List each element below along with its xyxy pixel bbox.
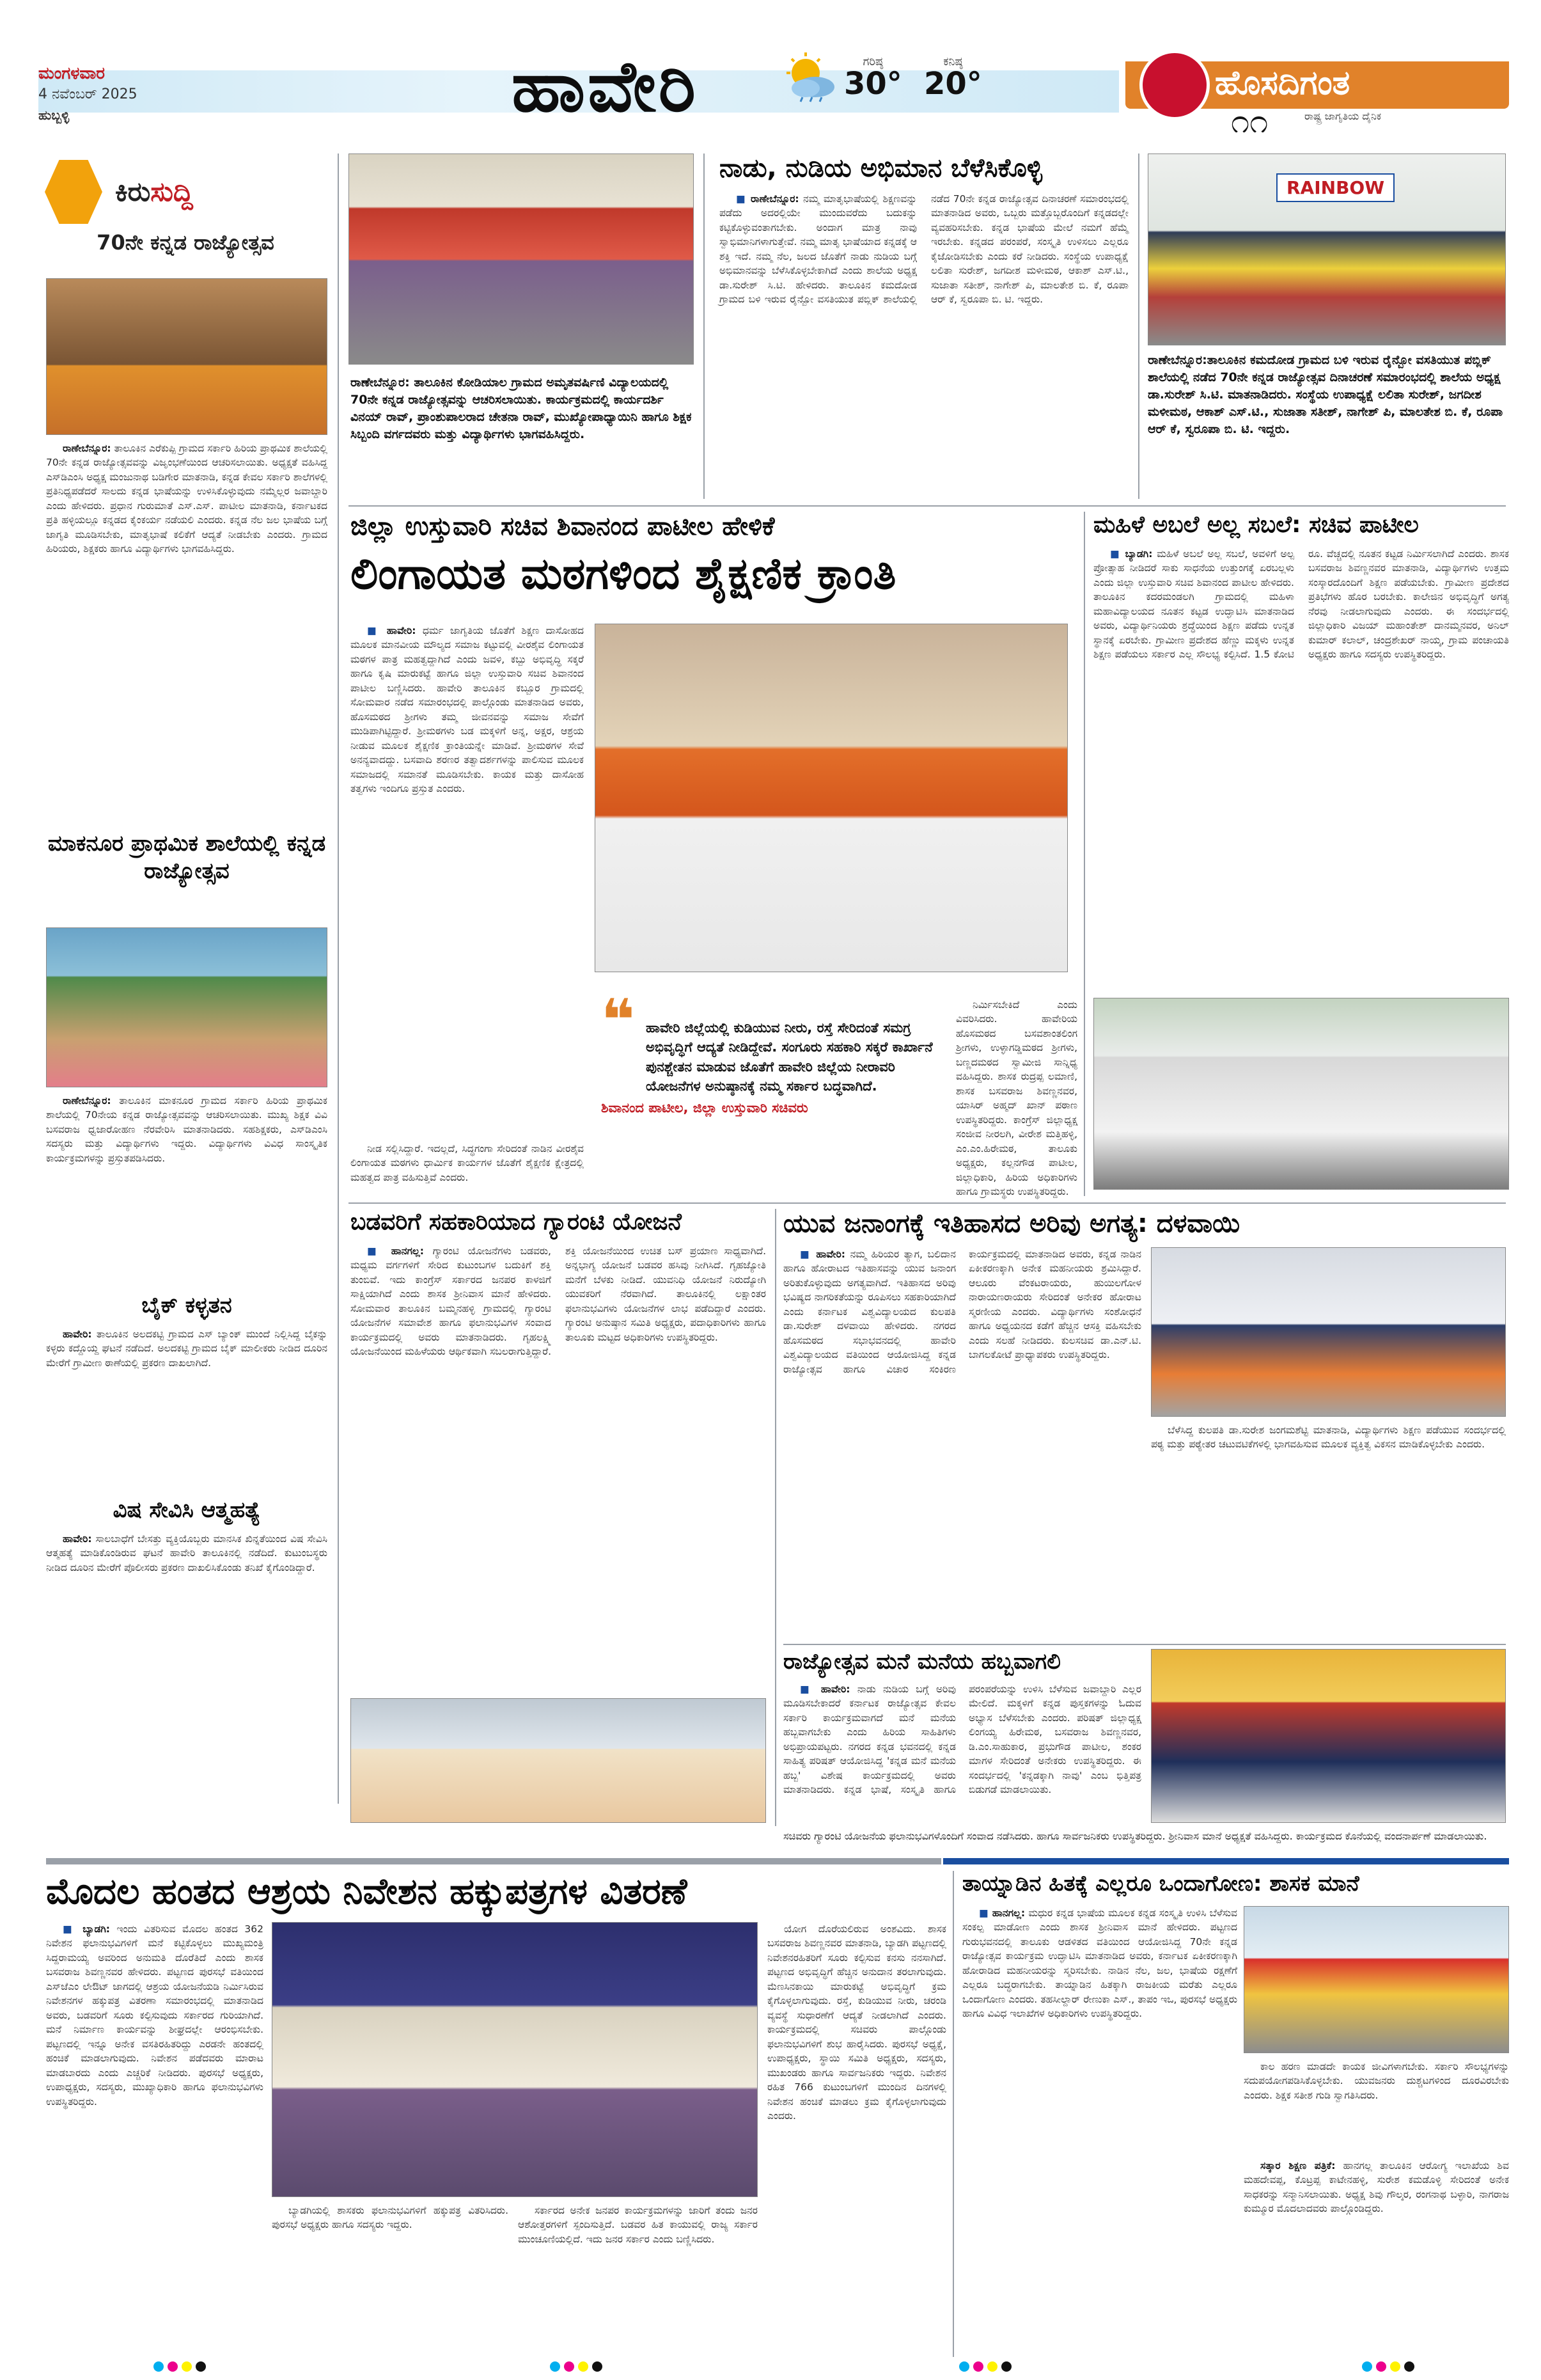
photo-kodiyala-school — [348, 154, 694, 365]
section-rule — [783, 1644, 1506, 1645]
brief-body-1: ರಾಣೇಬೆನ್ನೂರ: ತಾಲೂಕಿನ ಎರೆಕುಪ್ಪಿ ಗ್ರಾಮದ ಸರ್ಕಾರಿ ಹಿರಿಯ ಪ್ರಾಥಮಿಕ ಶಾಲೆಯಲ್ಲಿ 70ನೇ ಕನ್ನಡ ರಾಜ್ಯೋತ್ಸವವನ್ನು ವಿಜೃಂಭಣೆಯಿಂದ ಆಚರಿಸಲಾಯಿತು. ಅಧ್ಯಕ್ಷತೆ ವಹಿಸಿದ್ದ ಎಸ್‌ಡಿಎಂಸಿ ಅಧ್ಯಕ್ಷ ಮಂಜುನಾಥ ಬಡಿಗೇರ ಮಾತನಾಡಿ, ಕನ್ನಡ ಕೇವಲ ಸರ್ಕಾರಿ ಶಾಲೆಗಳಲ್ಲಿ ಪ್ರತಿನಿಧ್ಯಪಡೆದರೆ ಸಾಲದು ಕನ್ನಡ ಭಾಷೆಯನ್ನು ಉಳಿಸಿಕೊಳ್ಳುವುದು ನಮ್ಮೆಲ್ಲರ ಜವಾಬ್ದಾರಿ ಎಂದು ಹೇಳಿದರು. ಪ್ರಧಾನ ಗುರುಮಾತೆ ಎಸ್.ಎಸ್. ಪಾಟೀಲ ಮಾತನಾಡಿ, ಕರ್ನಾಟಕದ ಪ್ರತಿ ಹಳ್ಳಿಯಲ್ಲೂ ಕನ್ನಡದ ಕೈಂಕರ್ಯ ನಡೆಯಲಿ ಎಂದರು. ಕನ್ನಡ ನೆಲ ಜಲ ಭಾಷೆಯ ಬಗ್ಗೆ ಜಾಗೃತಿ ಮೂಡಿಸಬೇಕು, ಮಾತೃಭಾಷೆ ಕಲಿಕೆಗೆ ಆದ್ಯತೆ ನೀಡಬೇಕು ಎಂದರು. ಗ್ರಾಮದ ಹಿರಿಯರು, ಶಿಕ್ಷಕರು ಹಾಗೂ ವಿದ್ಯಾರ್ಥಿಗಳು ಭಾಗವಹಿಸಿದ್ದರು. — [46, 443, 327, 555]
story-body-ashraya: ■ ಬ್ಯಾಡಗಿ: ಇಂದು ವಿತರಿಸುವ ಮೊದಲ ಹಂತದ 362 ನಿವೇಶನ ಫಲಾನುಭವಿಗಳಿಗೆ ಮನೆ ಕಟ್ಟಿಕೊಳ್ಳಲು ಮುಖ್ಯಮಂತ್ರಿ ಸಿದ್ದರಾಮಯ್ಯ ಅವರಿಂದ ಅನುಮತಿ ದೊರೆತಿದೆ ಎಂದು ಶಾಸಕ ಬಸವರಾಜ ಶಿವಣ್ಣನವರ ಹೇಳಿದರು. ಪಟ್ಟಣದ ಪುರಸಭೆ ವತಿಯಿಂದ ಎಸ್‌ಜೆಎಂ ಲೇಔಟ್ ಜಾಗದಲ್ಲಿ ಆಶ್ರಯ ಯೋಜನೆಯಡಿ ನಿರ್ಮಿಸಿರುವ ನಿವೇಶನಗಳ ಹಕ್ಕುಪತ್ರ ವಿತರಣಾ ಸಮಾರಂಭದಲ್ಲಿ ಮಾತನಾಡಿದ ಅವರು, ಬಡವರಿಗೆ ಸೂರು ಕಲ್ಪಿಸುವುದು ಸರ್ಕಾರದ ಗುರಿಯಾಗಿದೆ. ಮನೆ ನಿರ್ಮಾಣ ಕಾರ್ಯವನ್ನು ಶೀಘ್ರದಲ್ಲೇ ಆರಂಭಿಸಬೇಕು. ಪಟ್ಟಣದಲ್ಲಿ ಇನ್ನೂ ಅನೇಕ ವಸತಿರಹಿತರಿದ್ದು ಎರಡನೇ ಹಂತದಲ್ಲಿ ಹಂಚಿಕೆ ಮಾಡಲಾಗುವುದು. ನಿವೇಶನ ಪಡೆದವರು ಮಾರಾಟ ಮಾಡಬಾರದು ಎಂದು ಎಚ್ಚರಿಕೆ ನೀಡಿದರು. ಪುರಸಭೆ ಅಧ್ಯಕ್ಷರು, ಉಪಾಧ್ಯಕ್ಷರು, ಸದಸ್ಯರು, ಮುಖ್ಯಾಧಿಕಾರಿ ಹಾಗೂ ಫಲಾನುಭವಿಗಳು ಉಪಸ್ಥಿತರಿದ್ದರು. — [46, 1922, 263, 2357]
story-body-ashraya-3: ಯೋಗ ದೊರೆಯಲಿರುವ ಅಂಶವಿದು. ಶಾಸಕ ಬಸವರಾಜ ಶಿವಣ್ಣನವರ ಮಾತನಾಡಿ, ಬ್ಯಾಡಗಿ ಪಟ್ಟಣದಲ್ಲಿ ನಿವೇಶನರಹಿತರಿಗೆ ಸೂರು ಕಲ್ಪಿಸುವ ಕನಸು ನನಸಾಗಿದೆ. ಪಟ್ಟಣದ ಅಭಿವೃದ್ಧಿಗೆ ಹೆಚ್ಚಿನ ಅನುದಾನ ತರಲಾಗುವುದು. ಮೆಣಸಿನಕಾಯಿ ಮಾರುಕಟ್ಟೆ ಅಭಿವೃದ್ಧಿಗೆ ಕ್ರಮ ಕೈಗೊಳ್ಳಲಾಗುವುದು. ರಸ್ತೆ, ಕುಡಿಯುವ ನೀರು, ಚರಂಡಿ ವ್ಯವಸ್ಥೆ ಸುಧಾರಣೆಗೆ ಆದ್ಯತೆ ನೀಡಲಾಗಿದೆ ಎಂದರು. ಕಾರ್ಯಕ್ರಮದಲ್ಲಿ ಸಚಿವರು ಪಾಲ್ಗೊಂಡು ಫಲಾನುಭವಿಗಳಿಗೆ ಶುಭ ಹಾರೈಸಿದರು. ಪುರಸಭೆ ಅಧ್ಯಕ್ಷೆ, ಉಪಾಧ್ಯಕ್ಷರು, ಸ್ಥಾಯಿ ಸಮಿತಿ ಅಧ್ಯಕ್ಷರು, ಸದಸ್ಯರು, ಮುಖಂಡರು ಹಾಗೂ ಸಾರ್ವಜನಿಕರು ಇದ್ದರು. ನಿವೇಶನ ರಹಿತ 766 ಕುಟುಂಬಗಳಿಗೆ ಮುಂದಿನ ದಿನಗಳಲ್ಲಿ ನಿವೇಶನ ಹಂಚಿಕೆ ಮಾಡಲು ಕ್ರಮ ಕೈಗೊಳ್ಳಲಾಗುವುದು ಎಂದರು. — [767, 1923, 946, 2122]
story-title-ashraya: ಮೊದಲ ಹಂತದ ಆಶ್ರಯ ನಿವೇಶನ ಹಕ್ಕುಪತ್ರಗಳ ವಿತರಣೆ — [46, 1871, 687, 1912]
photo-festival — [1151, 1649, 1506, 1823]
column-rule — [703, 154, 705, 499]
brief-body-2: ರಾಣೇಬೆನ್ನೂರ: ತಾಲೂಕಿನ ಮಾಕನೂರ ಗ್ರಾಮದ ಸರ್ಕಾರಿ ಹಿರಿಯ ಪ್ರಾಥಮಿಕ ಶಾಲೆಯಲ್ಲಿ 70ನೇಯ ಕನ್ನಡ ರಾಜ್ಯೋತ್ಸವವನ್ನು ಆಚರಿಸಲಾಯಿತು. ಮುಖ್ಯ ಶಿಕ್ಷಕ ವಿವಿ ಬಸವರಾಜ ಧ್ವಜಾರೋಹಣ ನೆರವೇರಿಸಿ ಮಾತನಾಡಿದರು. ಸಹಶಿಕ್ಷಕರು, ಎಸ್‌ಡಿಎಂಸಿ ಸದಸ್ಯರು ಮತ್ತು ವಿದ್ಯಾರ್ಥಿಗಳು ಇದ್ದರು. ವಿದ್ಯಾರ್ಥಿಗಳು ವಿವಿಧ ಸಾಂಸ್ಕೃತಿಕ ಕಾರ್ಯಕ್ರಮಗಳನ್ನು ಪ್ರಸ್ತುತಪಡಿಸಿದರು. — [46, 1095, 327, 1164]
lead-body-left: ■ ಹಾವೇರಿ: ಧರ್ಮ ಜಾಗೃತಿಯ ಜೊತೆಗೆ ಶಿಕ್ಷಣ ದಾಸೋಹದ ಮೂಲಕ ಮಾನವೀಯ ಮೌಲ್ಯದ ಸಮಾಜ ಕಟ್ಟುವಲ್ಲಿ ವೀರಶೈವ ಲಿಂಗಾಯತ ಮಠಗಳ ಪಾತ್ರ ಮಹತ್ವದ್ದಾಗಿದೆ ಎಂದು ಜವಳಿ, ಕಬ್ಬು ಅಭಿವೃದ್ಧಿ ಸಕ್ಕರೆ ಹಾಗೂ ಕೃಷಿ ಮಾರುಕಟ್ಟೆ ಹಾಗೂ ಜಿಲ್ಲಾ ಉಸ್ತುವಾರಿ ಸಚಿವ ಶಿವಾನಂದ ಪಾಟೀಲ ಬಣ್ಣಿಸಿದರು. ಹಾವೇರಿ ತಾಲೂಕಿನ ಕಬ್ಬೂರ ಗ್ರಾಮದಲ್ಲಿ ಸೋಮವಾರ ನಡೆದ ಸಮಾರಂಭದಲ್ಲಿ ಪಾಲ್ಗೊಂಡು ಮಾತನಾಡಿದ ಅವರು, ಹೊಸಮಠದ ಶ್ರೀಗಳು ತಮ್ಮ ಜೀವನವನ್ನು ಸಮಾಜ ಸೇವೆಗೆ ಮುಡಿಪಾಗಿಟ್ಟಿದ್ದಾರೆ. ಶ್ರೀಮಠಗಳು ಬಡ ಮಕ್ಕಳಿಗೆ ಅನ್ನ, ಅಕ್ಷರ, ಆಶ್ರಯ ನೀಡುವ ಮೂಲಕ ಶೈಕ್ಷಣಿಕ ಕ್ರಾಂತಿಯನ್ನೇ ಮಾಡಿವೆ. ಶ್ರೀಮಠಗಳ ಸೇವೆ ಅನನ್ಯವಾದದ್ದು. ಬಸವಾದಿ ಶರಣರ ತತ್ವಾದರ್ಶಗಳನ್ನು ಪಾಲಿಸುವ ಮೂಲಕ ಸಮಾಜದಲ್ಲಿ ಸಮಾನತೆ ಮೂಡಿಸಬೇಕು. ಕಾಯಕ ಮತ್ತು ದಾಸೋಹ ತತ್ವಗಳು ಇಂದಿಗೂ ಪ್ರಸ್ತುತ ಎಂದರು. — [350, 624, 584, 1135]
story-body-tayinadu-3: ಸತ್ಕಾರ ಶಿಕ್ಷಣ ಪತ್ರಿಕೆ: ಹಾನಗಲ್ಲ ತಾಲೂಕಿನ ಆರೋಗ್ಯ ಇಲಾಖೆಯ ಶಿವ ಮಹದೇವಪ್ಪ, ಕೊಟ್ರಪ್ಪ ಕಾಟೇನಹಳ್ಳಿ, ಸುರೇಶ ಕಮಡೊಳ್ಳಿ ಸೇರಿದಂತೆ ಅನೇಕ ಸಾಧಕರನ್ನು ಸನ್ಮಾನಿಸಲಾಯಿತು. ಅಧ್ಯಕ್ಷ ಶಿವು ಗೌಲ್ಕರ, ರಂಗನಾಥ ಬಳ್ಳಾರಿ, ನಾಗರಾಜ ಕುಮ್ಮೂರ ಮೊದಲಾದವರು ಪಾಲ್ಗೊಂಡಿದ್ದರು. — [1244, 2160, 1509, 2215]
registration-marks — [550, 2361, 602, 2372]
brief-body-4: ಹಾವೇರಿ: ಸಾಲಬಾಧೆಗೆ ಬೇಸತ್ತು ವ್ಯಕ್ತಿಯೊಬ್ಬರು ಮಾನಸಿಕ ಖಿನ್ನತೆಯಿಂದ ವಿಷ ಸೇವಿಸಿ ಆತ್ಮಹತ್ಯೆ ಮಾಡಿಕೊಂಡಿರುವ ಘಟನೆ ಹಾವೇರಿ ತಾಲೂಕಿನಲ್ಲಿ ನಡೆದಿದೆ. ಕುಟುಂಬಸ್ಥರು ನೀಡಿದ ದೂರಿನ ಮೇರೆಗೆ ಪೊಲೀಸರು ಪ್ರಕರಣ ದಾಖಲಿಸಿಕೊಂಡು ತನಿಖೆ ಕೈಗೊಂಡಿದ್ದಾರೆ. — [46, 1533, 327, 1573]
column-rule — [338, 154, 339, 1804]
hand-badge-icon — [45, 160, 102, 224]
registration-marks — [959, 2361, 1012, 2372]
rainbow-sign: RAINBOW — [1276, 173, 1395, 202]
edition-place: ಹುಬ್ಬಳ್ಳಿ — [38, 107, 70, 123]
story-body-history-2: ಬೆಳೆಸಿದ್ದ ಕುಲಪತಿ ಡಾ.ಸುರೇಶ ಜಂಗಮಶೆಟ್ಟಿ ಮಾತನಾಡಿ, ವಿದ್ಯಾರ್ಥಿಗಳು ಶಿಕ್ಷಣ ಪಡೆಯುವ ಸಂದರ್ಭದಲ್ಲಿ ಪಠ್ಯ ಮತ್ತು ಪಠ್ಯೇತರ ಚಟುವಟಿಕೆಗಳಲ್ಲಿ ಭಾಗವಹಿಸುವ ಮೂಲಕ ವ್ಯಕ್ತಿತ್ವ ವಿಕಸನ ಮಾಡಿಕೊಳ್ಳಬೇಕು ಎಂದರು. — [1151, 1424, 1506, 1451]
lead-quote — [601, 987, 946, 1183]
column-rule — [775, 1209, 776, 1826]
caption-bottom-strip: ಸಚಿವರು ಗ್ಯಾರಂಟಿ ಯೋಜನೆಯ ಫಲಾನುಭವಿಗಳೊಂದಿಗೆ ಸಂವಾದ ನಡೆಸಿದರು. ಹಾಗೂ ಸಾರ್ವಜನಿಕರು ಉಪಸ್ಥಿತರಿದ್ದರು. ಶ್ರೀನಿವಾಸ ಮಾನೆ ಅಧ್ಯಕ್ಷತೆ ವಹಿಸಿದ್ದರು. ಕಾರ್ಯಕ್ರಮದ ಕೊನೆಯಲ್ಲಿ ವಂದನಾರ್ಪಣೆ ಮಾಡಲಾಯಿತು. — [783, 1830, 1487, 1842]
photo-ashraya-distribution — [272, 1922, 758, 2197]
photo-tayinadu — [1244, 1906, 1509, 2053]
caption-rainbow: ರಾಣೇಬೆನ್ನೂರ:ತಾಲೂಕಿನ ಕಮದೋಡ ಗ್ರಾಮದ ಬಳಿ ಇರುವ ರೈನ್ಬೋ ವಸತಿಯುತ ಪಬ್ಲಿಕ್ ಶಾಲೆಯಲ್ಲಿ ನಡೆದ 70ನೇ ಕನ್ನಡ ರಾಜ್ಯೋತ್ಸವ ದಿನಾಚರಣೆ ಸಮಾರಂಭದಲ್ಲಿ ಶಾಲೆಯ ಅಧ್ಯಕ್ಷ ಡಾ.ಸುರೇಶ್ ಸಿ.ಟಿ. ಮಾತನಾಡಿದರು. ಸಂಸ್ಥೆಯ ಉಪಾಧ್ಯಕ್ಷೆ ಲಲಿತಾ ಸುರೇಶ್, ಜಗದೀಶ ಮಳೀಮಠ, ಆಕಾಶ್ ಎಸ್.ಟಿ., ಸುಜಾತಾ ಸತೀಶ್, ನಾಗೇಶ್ ಪಿ, ಮಾಲತೇಶ ಬಿ. ಕೆ, ರೂಪಾ ಆರ್ ಕೆ, ಸ್ವರೂಪಾ ಬಿ. ಟಿ. ಇದ್ದರು. — [1148, 353, 1503, 436]
story-body-mahile: ■ ಬ್ಯಾಡಗಿ: ಮಹಿಳೆ ಅಬಲೆ ಅಲ್ಲ ಸಬಲೆ, ಅವಳಿಗೆ ಅಲ್ಪ ಪ್ರೋತ್ಸಾಹ ನೀಡಿದರೆ ಸಾಕು ಸಾಧನೆಯ ಉತ್ತುಂಗಕ್ಕೆ ಏರಬಲ್ಲಳು ಎಂದು ಜಿಲ್ಲಾ ಉಸ್ತುವಾರಿ ಸಚಿವ ಶಿವಾನಂದ ಪಾಟೀಲ ಹೇಳಿದರು. ತಾಲೂಕಿನ ಕದರಮಂಡಲಗಿ ಗ್ರಾಮದಲ್ಲಿ ಮಹಿಳಾ ಮಹಾವಿದ್ಯಾಲಯದ ನೂತನ ಕಟ್ಟಡ ಉದ್ಘಾಟಿಸಿ ಮಾತನಾಡಿದ ಅವರು, ವಿದ್ಯಾರ್ಥಿನಿಯರು ಶ್ರದ್ಧೆಯಿಂದ ಶಿಕ್ಷಣ ಪಡೆದು ಉನ್ನತ ಸ್ಥಾನಕ್ಕೆ ಏರಬೇಕು. ಗ್ರಾಮೀಣ ಪ್ರದೇಶದ ಹೆಣ್ಣು ಮಕ್ಕಳು ಉನ್ನತ ಶಿಕ್ಷಣ ಪಡೆಯಲು ಸರ್ಕಾರ ಎಲ್ಲ ಸೌಲಭ್ಯ ಕಲ್ಪಿಸಿದೆ. 1.5 ಕೋಟಿ ರೂ. ವೆಚ್ಚದಲ್ಲಿ ನೂತನ ಕಟ್ಟಡ ನಿರ್ಮಿಸಲಾಗಿದೆ ಎಂದರು. ಶಾಸಕ ಬಸವರಾಜ ಶಿವಣ್ಣನವರ ಮಾತನಾಡಿ, ವಿದ್ಯಾರ್ಥಿಗಳು ಉತ್ತಮ ಸಂಸ್ಕಾರದೊಂದಿಗೆ ಶಿಕ್ಷಣ ಪಡೆಯಬೇಕು. ಗ್ರಾಮೀಣ ಪ್ರದೇಶದ ಪ್ರತಿಭೆಗಳು ಹೊರ ಬರಬೇಕು. ಕಾಲೇಜಿನ ಅಭಿವೃದ್ಧಿಗೆ ಅಗತ್ಯ ನೆರವು ನೀಡಲಾಗುವುದು ಎಂದರು. ಈ ಸಂದರ್ಭದಲ್ಲಿ ಜಿಲ್ಲಾಧಿಕಾರಿ ವಿಜಯ್ ಮಹಾಂತೇಶ್ ದಾನಮ್ಮನವರ, ಅನಿಲ್ ಕುಮಾರ್ ಕಲಾಲ್, ಚಂದ್ರಶೇಖರ್ ನಾಯ್ಕ, ಗ್ರಾಮ ಪಂಚಾಯತಿ ಅಧ್ಯಕ್ಷರು ಹಾಗೂ ಸದಸ್ಯರು ಉಪಸ್ಥಿತರಿದ್ದರು. — [1093, 547, 1509, 988]
story-title-guarantee: ಬಡವರಿಗೆ ಸಹಕಾರಿಯಾದ ಗ್ಯಾರಂಟಿ ಯೋಜನೆ — [350, 1209, 682, 1235]
section-bar — [46, 1858, 941, 1864]
story-body-tayinadu-2: ಕಾಲ ಹರಣ ಮಾಡದೇ ಕಾಯಕ ಜೀವಿಗಳಾಗಬೇಕು. ಸರ್ಕಾರಿ ಸೌಲಭ್ಯಗಳನ್ನು ಸದುಪಯೋಗಪಡಿಸಿಕೊಳ್ಳಬೇಕು. ಯುವಜನರು ದುಶ್ಚಟಗಳಿಂದ ದೂರವಿರಬೇಕು ಎಂದರು. ಶಿಕ್ಷಕ ಸತೀಶ ಗುಡಿ ಸ್ವಾಗತಿಸಿದರು. — [1244, 2061, 1509, 2101]
photo-mahile-college — [1093, 998, 1509, 1190]
brief-body-3: ಹಾವೇರಿ: ತಾಲೂಕಿನ ಅಲದಕಟ್ಟಿ ಗ್ರಾಮದ ಎಸ್ ಬ್ಯಾಂಕ್ ಮುಂದೆ ನಿಲ್ಲಿಸಿದ್ದ ಬೈಕನ್ನು ಕಳ್ಳರು ಕದ್ದೊಯ್ದ ಘಟನೆ ನಡೆದಿದೆ. ಅಲದಕಟ್ಟಿ ಗ್ರಾಮದ ಬೈಕ್ ಮಾಲೀಕರು ನೀಡಿದ ದೂರಿನ ಮೇರೆಗೆ ಗ್ರಾಮೀಣ ಠಾಣೆಯಲ್ಲಿ ಪ್ರಕರಣ ದಾಖಲಾಗಿದೆ. — [46, 1328, 327, 1369]
registration-marks — [1362, 2361, 1414, 2372]
photo-guarantee-meeting — [350, 1698, 766, 1823]
lead-kicker: ಜಿಲ್ಲಾ ಉಸ್ತುವಾರಿ ಸಚಿವ ಶಿವಾನಂದ ಪಾಟೀಲ ಹೇಳಿಕೆ — [350, 512, 775, 541]
story-title-mahile: ಮಹಿಳೆ ಅಬಲೆ ಅಲ್ಲ ಸಬಲೆ: ಸಚಿವ ಪಾಟೀಲ — [1093, 512, 1419, 538]
brief-title: 70ನೇ ಕನ್ನಡ ರಾಜ್ಯೋತ್ಸವ — [97, 230, 274, 255]
photo-rainbow-school — [1148, 154, 1506, 345]
story-title-festival: ರಾಜ್ಯೋತ್ಸವ ಮನೆ ಮನೆಯ ಹಬ್ಬವಾಗಲಿ — [783, 1649, 1061, 1675]
caption-ashraya: ಬ್ಯಾಡಗಿಯಲ್ಲಿ ಶಾಸಕರು ಫಲಾನುಭವಿಗಳಿಗೆ ಹಕ್ಕುಪತ್ರ ವಿತರಿಸಿದರು. ಪುರಸಭೆ ಅಧ್ಯಕ್ಷರು ಹಾಗೂ ಸದಸ್ಯರು ಇದ್ದರು. — [272, 2205, 508, 2231]
weather-cloud-sun-icon — [780, 51, 838, 102]
brand-tagline: ರಾಷ್ಟ್ರ ಜಾಗೃತಿಯ ದೈನಿಕ — [1304, 110, 1382, 122]
story-title-nadu-nudi: ನಾಡು, ನುಡಿಯ ಅಭಿಮಾನ ಬೆಳೆಸಿಕೊಳ್ಳಿ — [719, 154, 1043, 183]
brand-logo-icon — [1139, 50, 1210, 120]
registration-marks — [153, 2361, 206, 2372]
column-rule — [953, 1871, 954, 2357]
page-number: ೧೧ — [1231, 102, 1269, 141]
lead-quote-text: ಹಾವೇರಿ ಜಿಲ್ಲೆಯಲ್ಲಿ ಕುಡಿಯುವ ನೀರು, ರಸ್ತೆ ಸೇರಿದಂತೆ ಸಮಗ್ರ ಅಭಿವೃದ್ಧಿಗೆ ಆದ್ಯತೆ ನೀಡಿದ್ದೇವೆ. ಸಂಗೂರು ಸಹಕಾರಿ ಸಕ್ಕರೆ ಕಾರ್ಖಾನೆ ಪುನಶ್ಚೇತನ ಮಾಡುವ ಜೊತೆಗೆ ಹಾವೇರಿ ಜಿಲ್ಲೆಯ ನೀರಾವರಿ ಯೋಜನೆಗಳ ಅನುಷ್ಠಾನಕ್ಕೆ ನಮ್ಮ ಸರ್ಕಾರ ಬದ್ಧವಾಗಿದೆ. — [646, 1020, 933, 1094]
story-title-history: ಯುವ ಜನಾಂಗಕ್ಕೆ ಇತಿಹಾಸದ ಅರಿವು ಅಗತ್ಯ: ದಳವಾಯಿ — [783, 1209, 1240, 1238]
story-body-nadu-nudi: ■ ರಾಣೇಬೆನ್ನೂರ: ನಮ್ಮ ಮಾತೃಭಾಷೆಯಲ್ಲಿ ಶಿಕ್ಷಣವನ್ನು ಪಡೆದು ಅದರಲ್ಲಿಯೇ ಮುಂದುವರೆದು ಬದುಕನ್ನು ಕಟ್ಟಿಕೊಳ್ಳುವಂತಾಗಬೇಕು. ಅಂದಾಗ ಮಾತ್ರ ನಾವು ಸ್ವಾಭಿಮಾನಿಗಳಾಗುತ್ತೇವೆ. ನಮ್ಮ ಮಾತೃ ಭಾಷೆಯಾದ ಕನ್ನಡಕ್ಕೆ ಆ ಶಕ್ತಿ ಇದೆ. ನಮ್ಮ ನೆಲ, ಜಲದ ಜೊತೆಗೆ ನಾಡು ನುಡಿಯ ಬಗ್ಗೆ ಅಭಿಮಾನವನ್ನು ಬೆಳೆಸಿಕೊಳ್ಳಬೇಕಾಗಿದೆ ಎಂದು ಶಾಲೆಯ ಅಧ್ಯಕ್ಷ ಡಾ.ಸುರೇಶ್ ಸಿ.ಟಿ. ಹೇಳಿದರು. ತಾಲೂಕಿನ ಕಮದೋಡ ಗ್ರಾಮದ ಬಳಿ ಇರುವ ರೈನ್ಬೋ ವಸತಿಯುತ ಪಬ್ಲಿಕ್ ಶಾಲೆಯಲ್ಲಿ ನಡೆದ 70ನೇ ಕನ್ನಡ ರಾಜ್ಯೋತ್ಸವ ದಿನಾಚರಣೆ ಸಮಾರಂಭದಲ್ಲಿ ಮಾತನಾಡಿದ ಅವರು, ಒಬ್ಬರು ಮತ್ತೊಬ್ಬರೊಂದಿಗೆ ಕನ್ನಡದಲ್ಲೇ ವ್ಯವಹರಿಸಬೇಕು. ಕನ್ನಡ ಭಾಷೆಯ ಮೇಲೆ ನಮಗೆ ಹೆಮ್ಮೆ ಇರಬೇಕು. ಕನ್ನಡದ ಪರಂಪರೆ, ಸಂಸ್ಕೃತಿ ಉಳಿಸಲು ಎಲ್ಲರೂ ಕೈಜೋಡಿಸಬೇಕು ಎಂದು ಕರೆ ನೀಡಿದರು. ಸಂಸ್ಥೆಯ ಉಪಾಧ್ಯಕ್ಷೆ ಲಲಿತಾ ಸುರೇಶ್, ಜಗದೀಶ ಮಳೀಮಠ, ಆಕಾಶ್ ಎಸ್.ಟಿ., ಸುಜಾತಾ ಸತೀಶ್, ನಾಗೇಶ್ ಪಿ, ಮಾಲತೇಶ ಬಿ. ಕೆ, ರೂಪಾ ಆರ್ ಕೆ, ಸ್ವರೂಪಾ ಬಿ. ಟಿ. ಇದ್ದರು. — [719, 192, 1129, 499]
lead-body-right: ನಿರ್ಮಿಸಬೇಕಿದೆ ಎಂದು ವಿವರಿಸಿದರು. ಹಾವೇರಿಯ ಹೊಸಮಠದ ಬಸವಶಾಂತಲಿಂಗ ಶ್ರೀಗಳು, ಉಳ್ಳಾಗಡ್ಡಿಮಠದ ಶ್ರೀಗಳು, ಬಣ್ಣದಮಠದ ಸ್ವಾಮೀಜಿ ಸಾನ್ನಿಧ್ಯ ವಹಿಸಿದ್ದರು. ಶಾಸಕ ರುದ್ರಪ್ಪ ಲಮಾಣಿ, ಶಾಸಕ ಬಸವರಾಜ ಶಿವಣ್ಣನವರ, ಯಾಸಿರ್ ಅಹ್ಮದ್ ಖಾನ್ ಪಠಾಣ ಉಪಸ್ಥಿತರಿದ್ದರು. ಕಾಂಗ್ರೆಸ್ ಜಿಲ್ಲಾಧ್ಯಕ್ಷ ಸಂಜೀವ ನೀರಲಗಿ, ವೀರೇಶ ಮತ್ತಿಹಳ್ಳಿ, ಎಂ.ಎಂ.ಹಿರೇಮಠ, ತಾಲೂಕು ಅಧ್ಯಕ್ಷರು, ಕಲ್ಲನಗೌಡ ಪಾಟೀಲ, ಜಿಲ್ಲಾಧಿಕಾರಿ, ಹಿರಿಯ ಅಧಿಕಾರಿಗಳು ಹಾಗೂ ಗ್ರಾಮಸ್ಥರು ಉಪಸ್ಥಿತರಿದ್ದರು. — [956, 999, 1077, 1198]
page-title: ಹಾವೇರಿ — [512, 45, 698, 127]
brief-title-2: ಮಾಕನೂರ ಪ್ರಾಥಮಿಕ ಶಾಲೆಯಲ್ಲಿ ಕನ್ನಡ ರಾಜ್ಯೋತ್ಸವ — [47, 831, 326, 884]
section-rule — [348, 1202, 1506, 1204]
brief-title-3: ಬೈಕ್ ಕಳ್ಳತನ — [141, 1293, 232, 1318]
weekday: ಮಂಗಳವಾರ — [38, 64, 106, 83]
story-title-tayinadu: ತಾಯ್ನಾಡಿನ ಹಿತಕ್ಕೆ ಎಲ್ಲರೂ ಒಂದಾಗೋಣ: ಶಾಸಕ ಮಾನೆ — [962, 1871, 1359, 1896]
brief-photo-makanur — [46, 927, 327, 1087]
story-body-history: ■ ಹಾವೇರಿ: ನಮ್ಮ ಹಿರಿಯರ ತ್ಯಾಗ, ಬಲಿದಾನ ಹಾಗೂ ಹೋರಾಟದ ಇತಿಹಾಸವನ್ನು ಯುವ ಜನಾಂಗ ಅರಿತುಕೊಳ್ಳುವುದು ಅಗತ್ಯವಾಗಿದೆ. ಇತಿಹಾಸದ ಅರಿವು ಭವಿಷ್ಯದ ನಾಗರಿಕತೆಯನ್ನು ರೂಪಿಸಲು ಸಹಕಾರಿಯಾಗಿದೆ ಎಂದು ಕರ್ನಾಟಕ ವಿಶ್ವವಿದ್ಯಾಲಯದ ಕುಲಪತಿ ಡಾ.ಸುರೇಶ್ ದಳವಾಯಿ ಹೇಳಿದರು. ನಗರದ ಹೊಸಮಠದ ಸಭಾಭವನದಲ್ಲಿ ಹಾವೇರಿ ವಿಶ್ವವಿದ್ಯಾಲಯದ ವತಿಯಿಂದ ಆಯೋಜಿಸಿದ್ದ ಕನ್ನಡ ರಾಜ್ಯೋತ್ಸವ ಹಾಗೂ ವಿಚಾರ ಸಂಕಿರಣ ಕಾರ್ಯಕ್ರಮದಲ್ಲಿ ಮಾತನಾಡಿದ ಅವರು, ಕನ್ನಡ ನಾಡಿನ ಏಕೀಕರಣಕ್ಕಾಗಿ ಅನೇಕ ಮಹನೀಯರು ಶ್ರಮಿಸಿದ್ದಾರೆ. ಆಲೂರು ವೆಂಕಟರಾಯರು, ಹುಯಿಲಗೋಳ ನಾರಾಯಣರಾಯರು ಸೇರಿದಂತೆ ಅನೇಕರ ಹೋರಾಟ ಸ್ಮರಣೀಯ ಎಂದರು. ವಿದ್ಯಾರ್ಥಿಗಳು ಸಂಶೋಧನೆ ಹಾಗೂ ಅಧ್ಯಯನದ ಕಡೆಗೆ ಹೆಚ್ಚಿನ ಆಸಕ್ತಿ ವಹಿಸಬೇಕು ಎಂದು ಸಲಹೆ ನೀಡಿದರು. ಕುಲಸಚಿವ ಡಾ.ಎನ್.ಟಿ. ಬಾಗಲಕೋಟೆ ಪ್ರಾಧ್ಯಾಪಕರು ಉಪಸ್ಥಿತರಿದ್ದರು. — [783, 1247, 1141, 1637]
column-rule — [1084, 512, 1085, 1196]
story-body-festival: ■ ಹಾವೇರಿ: ನಾಡು ನುಡಿಯ ಬಗ್ಗೆ ಅರಿವು ಮೂಡಿಸಬೇಕಾದರೆ ಕರ್ನಾಟಕ ರಾಜ್ಯೋತ್ಸವ ಕೇವಲ ಸರ್ಕಾರಿ ಕಾರ್ಯಕ್ರಮವಾಗದೆ ಮನೆ ಮನೆಯ ಹಬ್ಬವಾಗಬೇಕು ಎಂದು ಹಿರಿಯ ಸಾಹಿತಿಗಳು ಅಭಿಪ್ರಾಯಪಟ್ಟರು. ನಗರದ ಕನ್ನಡ ಭವನದಲ್ಲಿ ಕನ್ನಡ ಸಾಹಿತ್ಯ ಪರಿಷತ್ ಆಯೋಜಿಸಿದ್ದ 'ಕನ್ನಡ ಮನೆ ಮನೆಯ ಹಬ್ಬ' ವಿಶೇಷ ಕಾರ್ಯಕ್ರಮದಲ್ಲಿ ಅವರು ಮಾತನಾಡಿದರು. ಕನ್ನಡ ಭಾಷೆ, ಸಂಸ್ಕೃತಿ ಹಾಗೂ ಪರಂಪರೆಯನ್ನು ಉಳಿಸಿ ಬೆಳೆಸುವ ಜವಾಬ್ದಾರಿ ಎಲ್ಲರ ಮೇಲಿದೆ. ಮಕ್ಕಳಿಗೆ ಕನ್ನಡ ಪುಸ್ತಕಗಳನ್ನು ಓದುವ ಅಭ್ಯಾಸ ಬೆಳೆಸಬೇಕು ಎಂದರು. ಪರಿಷತ್ ಜಿಲ್ಲಾಧ್ಯಕ್ಷ ಲಿಂಗಯ್ಯ ಹಿರೇಮಠ, ಬಸವರಾಜ ಶಿವಣ್ಣನವರ, ಡಿ.ಎಂ.ಸಾಹುಕಾರ, ಪ್ರಭುಗೌಡ ಪಾಟೀಲ, ಶಂಕರ ಮಾಗಳ ಸೇರಿದಂತೆ ಅನೇಕರು ಉಪಸ್ಥಿತರಿದ್ದರು. ಈ ಸಂದರ್ಭದಲ್ಲಿ 'ಕನ್ನಡಕ್ಕಾಗಿ ನಾವು' ಎಂಬ ಭಿತ್ತಿಪತ್ರ ಬಿಡುಗಡೆ ಮಾಡಲಾಯಿತು. — [783, 1682, 1141, 1823]
lead-quote-author: ಶಿವಾನಂದ ಪಾಟೀಲ, ಜಿಲ್ಲಾ ಉಸ್ತುವಾರಿ ಸಚಿವರು — [601, 1099, 808, 1115]
lead-photo-lamp-lighting — [595, 624, 1068, 972]
issue-date: 4 ನವೆಂಬರ್ 2025 — [38, 86, 137, 102]
newspaper-brand — [1125, 43, 1509, 139]
temp-max: ಗರಿಷ್ಠ 30° — [844, 55, 902, 102]
brief-title-4: ವಿಷ ಸೇವಿಸಿ ಆತ್ಮಹತ್ಯೆ — [113, 1497, 261, 1523]
lead-headline: ಲಿಂಗಾಯತ ಮಠಗಳಿಂದ ಶೈಕ್ಷಣಿಕ ಕ್ರಾಂತಿ — [350, 549, 896, 599]
quote-mark-icon: ❝ — [601, 987, 635, 1054]
masthead-date-block — [38, 64, 339, 134]
story-body-tayinadu: ■ ಹಾನಗಲ್ಲ: ಮಧುರ ಕನ್ನಡ ಭಾಷೆಯ ಮೂಲಕ ಕನ್ನಡ ಸಂಸ್ಕೃತಿ ಉಳಿಸಿ ಬೆಳೆಸುವ ಸಂಕಲ್ಪ ಮಾಡೋಣ ಎಂದು ಶಾಸಕ ಶ್ರೀನಿವಾಸ ಮಾನೆ ಹೇಳಿದರು. ಪಟ್ಟಣದ ಗುರುಭವನದಲ್ಲಿ ತಾಲೂಕು ಆಡಳಿತದ ವತಿಯಿಂದ ಆಯೋಜಿಸಿದ್ದ 70ನೇ ಕನ್ನಡ ರಾಜ್ಯೋತ್ಸವ ಕಾರ್ಯಕ್ರಮ ಉದ್ಘಾಟಿಸಿ ಮಾತನಾಡಿದ ಅವರು, ಕರ್ನಾಟಕ ಏಕೀಕರಣಕ್ಕಾಗಿ ಹೋರಾಡಿದ ಮಹನೀಯರನ್ನು ಸ್ಮರಿಸಬೇಕು. ನಾಡಿನ ನೆಲ, ಜಲ, ಭಾಷೆಯ ರಕ್ಷಣೆಗೆ ಎಲ್ಲರೂ ಬದ್ಧರಾಗಬೇಕು. ತಾಯ್ನಾಡಿನ ಹಿತಕ್ಕಾಗಿ ರಾಜಕೀಯ ಮರೆತು ಎಲ್ಲರೂ ಒಂದಾಗೋಣ ಎಂದರು. ತಹಸೀಲ್ದಾರ್ ರೇಣುಕಾ ಎಸ್., ತಾಪಂ ಇಒ, ಪುರಸಭೆ ಅಧ್ಯಕ್ಷರು ಹಾಗೂ ವಿವಿಧ ಇಲಾಖೆಗಳ ಅಧಿಕಾರಿಗಳು ಉಪಸ್ಥಿತರಿದ್ದರು. — [962, 1906, 1237, 2357]
kirusuddi-header — [45, 154, 326, 259]
kirusuddi-label: ಕಿರುಸುದ್ದಿ — [115, 176, 193, 207]
section-bar-accent — [943, 1858, 1509, 1864]
section-rule — [348, 505, 1506, 507]
temp-min: ಕನಿಷ್ಠ 20° — [924, 55, 982, 102]
story-body-ashraya-2: ಸರ್ಕಾರದ ಅನೇಕ ಜನಪರ ಕಾರ್ಯಕ್ರಮಗಳನ್ನು ಜಾರಿಗೆ ತಂದು ಜನರ ಆಶೋತ್ತರಗಳಿಗೆ ಸ್ಪಂದಿಸುತ್ತಿದೆ. ಬಡವರ ಹಿತ ಕಾಯುವಲ್ಲಿ ರಾಜ್ಯ ಸರ್ಕಾರ ಮುಂಚೂಣಿಯಲ್ಲಿದೆ. ಇದು ಜನರ ಸರ್ಕಾರ ಎಂದು ಬಣ್ಣಿಸಿದರು. — [518, 2205, 758, 2245]
brief-photo-rajyotsava — [46, 278, 327, 435]
lead-body-bottom: ನೀಡ ಸಲ್ಲಿಸಿದ್ದಾರೆ. ಇದಲ್ಲದೆ, ಸಿದ್ಧಗಂಗಾ ಸೇರಿದಂತೆ ನಾಡಿನ ವೀರಶೈವ ಲಿಂಗಾಯತ ಮಠಗಳು ಧಾರ್ಮಿಕ ಕಾರ್ಯಗಳ ಜೊತೆಗೆ ಶೈಕ್ಷಣಿಕ ಕ್ಷೇತ್ರದಲ್ಲಿ ಮಹತ್ವದ ಪಾತ್ರ ವಹಿಸುತ್ತಿವೆ ಎಂದರು. — [350, 1143, 584, 1183]
brand-name: ಹೊಸದಿಗಂತ — [1215, 64, 1350, 102]
caption-kodiyala: ರಾಣೇಬೆನ್ನೂರ: ತಾಲೂಕಿನ ಕೋಡಿಯಾಲ ಗ್ರಾಮದ ಅಮೃತವರ್ಷಿಣಿ ವಿದ್ಯಾಲಯದಲ್ಲಿ 70ನೇ ಕನ್ನಡ ರಾಜ್ಯೋತ್ಸವನ್ನು ಆಚರಿಸಲಾಯಿತು. ಕಾರ್ಯಕ್ರಮದಲ್ಲಿ ಕಾರ್ಯದರ್ಶಿ ವಿನಯ್ ರಾವ್, ಪ್ರಾಂಶುಪಾಲರಾದ ಚೇತನಾ ರಾವ್, ಮುಖ್ಯೋಪಾಧ್ಯಾಯಿನಿ ಹಾಗೂ ಶಿಕ್ಷಕ ಸಿಬ್ಬಂದಿ ವರ್ಗದವರು ಮತ್ತು ವಿದ್ಯಾರ್ಥಿಗಳು ಭಾಗವಹಿಸಿದ್ದರು. — [350, 375, 692, 441]
story-body-guarantee: ■ ಹಾನಗಲ್ಲ: ಗ್ಯಾರಂಟಿ ಯೋಜನೆಗಳು ಬಡವರು, ಮಧ್ಯಮ ವರ್ಗಗಳಿಗೆ ಸೇರಿದ ಕುಟುಂಬಗಳ ಬದುಕಿಗೆ ಶಕ್ತಿ ತುಂಬಿವೆ. ಇದು ಕಾಂಗ್ರೆಸ್ ಸರ್ಕಾರದ ಜನಪರ ಕಾಳಜಿಗೆ ಸಾಕ್ಷಿಯಾಗಿದೆ ಎಂದು ಶಾಸಕ ಶ್ರೀನಿವಾಸ ಮಾನೆ ಹೇಳಿದರು. ಸೋಮವಾರ ತಾಲೂಕಿನ ಬಮ್ಮನಹಳ್ಳಿ ಗ್ರಾಮದಲ್ಲಿ ಗ್ಯಾರಂಟಿ ಯೋಜನೆಗಳ ಸಮಾವೇಶ ಹಾಗೂ ಫಲಾನುಭವಿಗಳ ಸಂವಾದ ಕಾರ್ಯಕ್ರಮದಲ್ಲಿ ಅವರು ಮಾತನಾಡಿದರು. ಗೃಹಲಕ್ಷ್ಮಿ ಯೋಜನೆಯಿಂದ ಮಹಿಳೆಯರು ಆರ್ಥಿಕವಾಗಿ ಸಬಲರಾಗುತ್ತಿದ್ದಾರೆ. ಶಕ್ತಿ ಯೋಜನೆಯಿಂದ ಉಚಿತ ಬಸ್ ಪ್ರಯಾಣ ಸಾಧ್ಯವಾಗಿದೆ. ಅನ್ನಭಾಗ್ಯ ಯೋಜನೆ ಬಡವರ ಹಸಿವು ನೀಗಿಸಿದೆ. ಗೃಹಜ್ಯೋತಿ ಮನೆಗೆ ಬೆಳಕು ನೀಡಿದೆ. ಯುವನಿಧಿ ಯೋಜನೆ ನಿರುದ್ಯೋಗಿ ಯುವಕರಿಗೆ ನೆರವಾಗಿದೆ. ತಾಲೂಕಿನಲ್ಲಿ ಲಕ್ಷಾಂತರ ಫಲಾನುಭವಿಗಳು ಯೋಜನೆಗಳ ಲಾಭ ಪಡೆದಿದ್ದಾರೆ ಎಂದರು. ಗ್ಯಾರಂಟಿ ಅನುಷ್ಠಾನ ಸಮಿತಿ ಅಧ್ಯಕ್ಷರು, ಪದಾಧಿಕಾರಿಗಳು ಹಾಗೂ ತಾಲೂಕು ಮಟ್ಟದ ಅಧಿಕಾರಿಗಳು ಉಪಸ್ಥಿತರಿದ್ದರು. — [350, 1244, 766, 1692]
photo-history-seminar — [1151, 1247, 1506, 1417]
column-rule — [1138, 154, 1139, 499]
